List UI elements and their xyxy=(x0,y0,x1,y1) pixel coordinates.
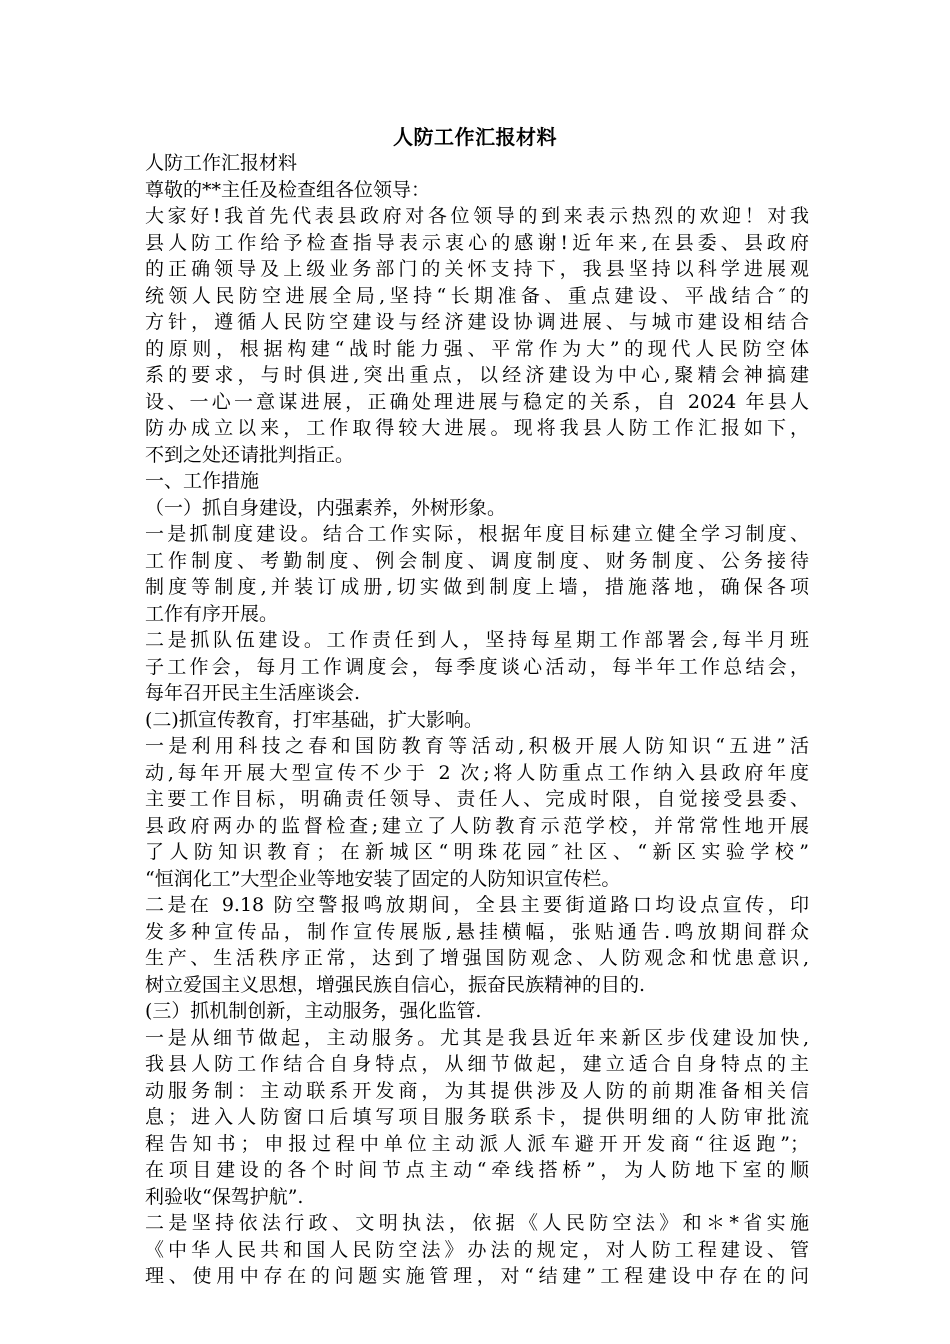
body-line: 二是坚持依法行政、文明执法，依据《人民防空法》和＊*省实施 xyxy=(145,1212,809,1234)
document-body xyxy=(145,150,809,1290)
body-line: 理、使用中存在的问题实施管理，对“结建”工程建设中存在的问 xyxy=(145,1265,809,1287)
body-line: 主要工作目标，明确责任领导、责任人、完成时限，自觉接受县委、 xyxy=(145,788,809,810)
body-line: 每年召开民主生活座谈会. xyxy=(145,682,361,704)
body-line: 系的要求，与时俱进,突出重点，以经济建设为中心,聚精会神搞建 xyxy=(145,364,809,386)
body-line: 的原则，根据构建“战时能力强、平常作为大”的现代人民防空体 xyxy=(145,337,809,360)
body-line: 工作有序开展。 xyxy=(145,602,279,625)
body-line: 二是在 9.18 防空警报鸣放期间，全县主要街道路口均设点宣传，印 xyxy=(145,894,809,916)
body-line: 方针，遵循人民防空建设与经济建设协调进展、与城市建设相结合 xyxy=(145,311,809,333)
body-line: 我县人防工作结合自身特点，从细节做起，建立适合自身特点的主 xyxy=(145,1053,809,1075)
body-line: 一是抓制度建设。结合工作实际，根据年度目标建立健全学习制度、 xyxy=(145,523,809,545)
body-line: 《中华人民共和国人民防空法》办法的规定，对人防工程建设、管 xyxy=(145,1238,809,1261)
body-line: 了人防知识教育；在新城区“明珠花园″社区、“新区实验学校” xyxy=(145,841,809,863)
body-line: “恒润化工”大型企业等地安装了固定的人防知识宣传栏。 xyxy=(145,867,621,890)
body-line: 县政府两办的监督检查;建立了人防教育示范学校，并常常性地开展 xyxy=(145,814,809,837)
body-line: 二是抓队伍建设。工作责任到人，坚持每星期工作部署会,每半月班 xyxy=(145,629,809,651)
body-line: 的正确领导及上级业务部门的关怀支持下，我县坚持以科学进展观 xyxy=(145,258,809,280)
body-line: 动服务制：主动联系开发商，为其提供涉及人防的前期准备相关信 xyxy=(145,1079,809,1102)
body-line: (三）抓机制创新，主动服务，强化监管. xyxy=(145,1000,482,1022)
body-line: 息；进入人防窗口后填写项目服务联系卡，提供明细的人防审批流 xyxy=(145,1106,809,1128)
body-line: 发多种宣传品，制作宣传展版,悬挂横幅，张贴通告.鸣放期间群众 xyxy=(145,920,809,943)
body-line: 子工作会，每月工作调度会，每季度谈心活动，每半年工作总结会， xyxy=(145,655,809,678)
body-line: 一是从细节做起，主动服务。尤其是我县近年来新区步伐建设加快, xyxy=(145,1026,809,1049)
body-line: 工作制度、考勤制度、例会制度、调度制度、财务制度、公务接待 xyxy=(145,549,809,572)
body-line: 生产、生活秩序正常，达到了增强国防观念、人防观念和忧患意识, xyxy=(145,947,809,969)
body-line: （一）抓自身建设，内强素养，外树形象。 xyxy=(145,496,507,519)
body-line: 动,每年开展大型宣传不少于 2 次;将人防重点工作纳入县政府年度 xyxy=(145,761,809,784)
body-line: 设、一心一意谋进展，正确处理进展与稳定的关系，自 2024 年县人 xyxy=(145,390,809,413)
body-line: 人防工作汇报材料 xyxy=(145,152,298,174)
body-line: 尊敬的**主任及检查组各位领导： xyxy=(145,178,431,201)
body-line: 不到之处还请批判指正。 xyxy=(145,443,355,466)
body-line: 树立爱国主义思想，增强民族自信心，振奋民族精神的目的. xyxy=(145,973,646,996)
body-line: 大家好!我首先代表县政府对各位领导的到来表示热烈的欢迎！对我 xyxy=(145,205,809,227)
body-line: 程告知书；申报过程中单位主动派人派车避开开发商“往返跑”； xyxy=(145,1132,809,1155)
body-line: 制度等制度,并装订成册,切实做到制度上墙，措施落地，确保各项 xyxy=(145,576,809,598)
body-line: (二)抓宣传教育，打牢基础，扩大影响。 xyxy=(145,708,483,731)
document-title: 人防工作汇报材料 xyxy=(393,125,557,149)
body-line: 统领人民防空进展全局,坚持“长期准备、重点建设、平战结合″的 xyxy=(145,284,809,307)
body-line: 县人防工作给予检查指导表示衷心的感谢!近年来,在县委、县政府 xyxy=(145,231,809,254)
body-line: 利验收“保驾护航”. xyxy=(145,1185,304,1208)
body-line: 在项目建设的各个时间节点主动“牵线搭桥”，为人防地下室的顺 xyxy=(145,1159,809,1181)
body-line: 一是利用科技之春和国防教育等活动,积极开展人防知识“五进”活 xyxy=(145,735,809,757)
body-line: 防办成立以来，工作取得较大进展。现将我县人防工作汇报如下， xyxy=(145,417,809,439)
body-line: 一、工作措施 xyxy=(145,470,260,492)
